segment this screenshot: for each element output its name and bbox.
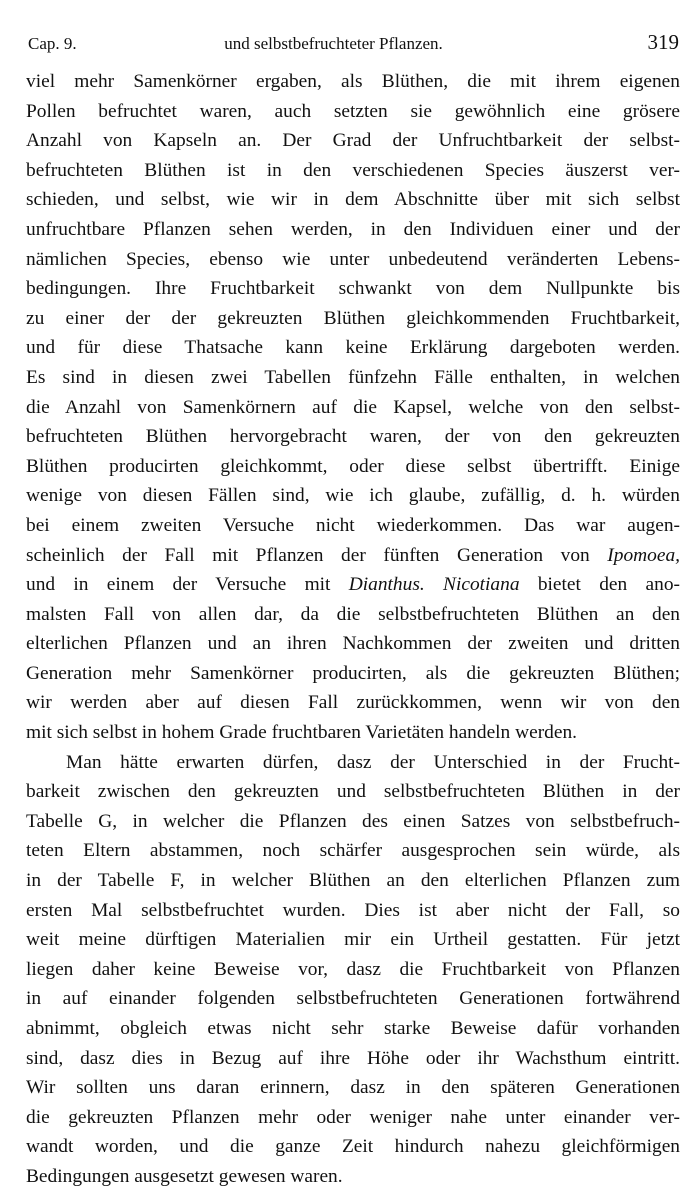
text-line: [26, 1014, 680, 1044]
text-line: [26, 984, 680, 1014]
text-line: [26, 274, 680, 304]
text-line: [26, 541, 680, 571]
text-line: [26, 600, 680, 630]
text-segment: viel mehr Samenkörner ergaben, als Blüthen, die mit ihrem eigenen: [26, 71, 680, 92]
text-segment: Blüthen producirten gleichkommt, oder diese selbst übertrifft. Einige: [26, 455, 680, 477]
paragraph: [26, 67, 680, 748]
text-segment: teten Eltern abstammen, noch schärfer ausgesprochen sein würde, als: [26, 840, 680, 862]
body-text: [26, 67, 680, 1192]
text-segment: nämlichen Species, ebenso wie unter unbedeutend veränderten Lebens-: [26, 248, 680, 270]
text-segment: befruchteten Blüthen ist in den verschiedenen Species äuszerst ver-: [26, 159, 680, 181]
text-segment: die Anzahl von Samenkörnern auf die Kapsel, welche von den selbst-: [26, 396, 680, 418]
text-line: [26, 452, 680, 482]
text-line: [26, 215, 680, 245]
text-line: [26, 659, 680, 689]
text-segment: zu einer der der gekreuzten Blüthen gleichkommenden Fruchtbarkeit,: [26, 307, 680, 329]
text-segment: abnimmt, obgleich etwas nicht sehr starke Beweise dafür vorhanden: [26, 1018, 680, 1039]
text-line: [26, 629, 680, 659]
text-line: [26, 748, 680, 778]
text-segment: scheinlich der Fall mit Pflanzen der fünften Generation von: [26, 544, 608, 566]
text-segment: wir werden aber auf diesen Fall zurückkommen, wenn wir von den: [26, 692, 680, 714]
text-line: [26, 896, 680, 926]
text-line: [26, 1162, 680, 1192]
text-segment: malsten Fall von allen dar, da die selbstbefruchteten Blüthen an den: [26, 603, 680, 625]
text-segment: in auf einander folgenden selbstbefruchteten Generationen fortwährend: [26, 988, 680, 1010]
text-segment: barkeit zwischen den gekreuzten und selbstbefruchteten Blüthen in der: [26, 781, 680, 803]
text-line: [26, 866, 680, 896]
text-line: [26, 1073, 680, 1103]
text-segment: die gekreuzten Pflanzen mehr oder weniger nahe unter einander ver-: [26, 1106, 680, 1128]
running-title: und selbstbefruchteter Pflanzen.: [224, 34, 443, 53]
text-line: [26, 304, 680, 334]
text-segment: elterlichen Pflanzen und an ihren Nachkommen der zweiten und dritten: [26, 633, 680, 655]
text-line: [26, 245, 680, 275]
text-segment: bietet den ano-: [519, 574, 680, 596]
text-line: [26, 481, 680, 511]
text-segment: Bedingungen ausgesetzt gewesen waren.: [26, 1165, 343, 1187]
text-line: [26, 925, 680, 955]
text-line: [26, 97, 680, 127]
text-line: [26, 67, 680, 97]
text-segment: und für diese Thatsache kann keine Erklärung dargeboten werden.: [26, 337, 680, 359]
chapter-label: Cap. 9.: [28, 34, 77, 53]
text-line: [26, 807, 680, 837]
text-segment: bei einem zweiten Versuche nicht wiederkommen. Das war augen-: [26, 514, 680, 536]
text-line: [26, 1044, 680, 1074]
text-line: [26, 156, 680, 186]
text-line: [26, 718, 680, 748]
text-segment: in der Tabelle F, in welcher Blüthen an den elterlichen Pflanzen zum: [26, 870, 680, 892]
paragraph: [26, 748, 680, 1192]
text-segment: schieden, und selbst, wie wir in dem Abschnitte über mit sich selbst: [26, 189, 680, 211]
text-segment: wandt worden, und die ganze Zeit hindurch nahezu gleichförmigen: [26, 1136, 680, 1158]
text-segment: befruchteten Blüthen hervorgebracht waren, der von den gekreuzten: [26, 426, 680, 448]
text-line: [26, 688, 680, 718]
text-line: [26, 511, 680, 541]
text-line: [26, 777, 680, 807]
text-line: [26, 333, 680, 363]
text-segment: Man hätte erwarten dürfen, dasz der Unterschied in der Frucht-: [66, 751, 680, 773]
text-line: [26, 185, 680, 215]
text-segment: liegen daher keine Beweise vor, dasz die Fruchtbarkeit von Pflanzen: [26, 958, 680, 980]
text-segment: Wir sollten uns daran erinnern, dasz in den späteren Generationen: [26, 1077, 680, 1099]
text-line: [26, 1103, 680, 1133]
text-line: [26, 422, 680, 452]
text-line: [26, 126, 680, 156]
text-segment: Tabelle G, in welcher die Pflanzen des einen Satzes von selbstbefruch-: [26, 810, 680, 832]
text-line: [26, 363, 680, 393]
text-segment: weit meine dürftigen Materialien mir ein Urtheil gestatten. Für jetzt: [26, 929, 680, 951]
text-segment: ersten Mal selbstbefruchtet wurden. Dies ist aber nicht der Fall, so: [26, 899, 680, 921]
text-segment: mit sich selbst in hohem Grade fruchtbaren Varietäten handeln werden.: [26, 722, 578, 744]
text-segment: sind, dasz dies in Bezug auf ihre Höhe oder ihr Wachsthum eintritt.: [26, 1047, 680, 1069]
text-segment: wenige von diesen Fällen sind, wie ich glaube, zufällig, d. h. würden: [26, 485, 680, 507]
text-line: [26, 836, 680, 866]
italic-text: Ipomoea,: [607, 544, 680, 566]
text-segment: und in einem der Versuche mit: [26, 574, 349, 596]
text-segment: Es sind in diesen zwei Tabellen fünfzehn Fälle enthalten, in welchen: [26, 366, 680, 388]
text-line: [26, 570, 680, 600]
text-line: [26, 955, 680, 985]
page-number: 319: [647, 30, 679, 54]
text-segment: bedingungen. Ihre Fruchtbarkeit schwankt von dem Nullpunkte bis: [26, 278, 680, 300]
running-head: [28, 30, 679, 60]
italic-text: Dianthus. Nicotiana: [348, 574, 520, 596]
text-line: [26, 393, 680, 423]
text-segment: Generation mehr Samenkörner producirten, als die gekreuzten Blüthen;: [26, 662, 680, 684]
text-segment: unfruchtbare Pflanzen sehen werden, in den Individuen einer und der: [26, 218, 680, 240]
text-line: [26, 1132, 680, 1162]
text-segment: Pollen befruchtet waren, auch setzten sie gewöhnlich eine grösere: [26, 100, 680, 122]
text-segment: Anzahl von Kapseln an. Der Grad der Unfruchtbarkeit der selbst-: [26, 130, 680, 152]
